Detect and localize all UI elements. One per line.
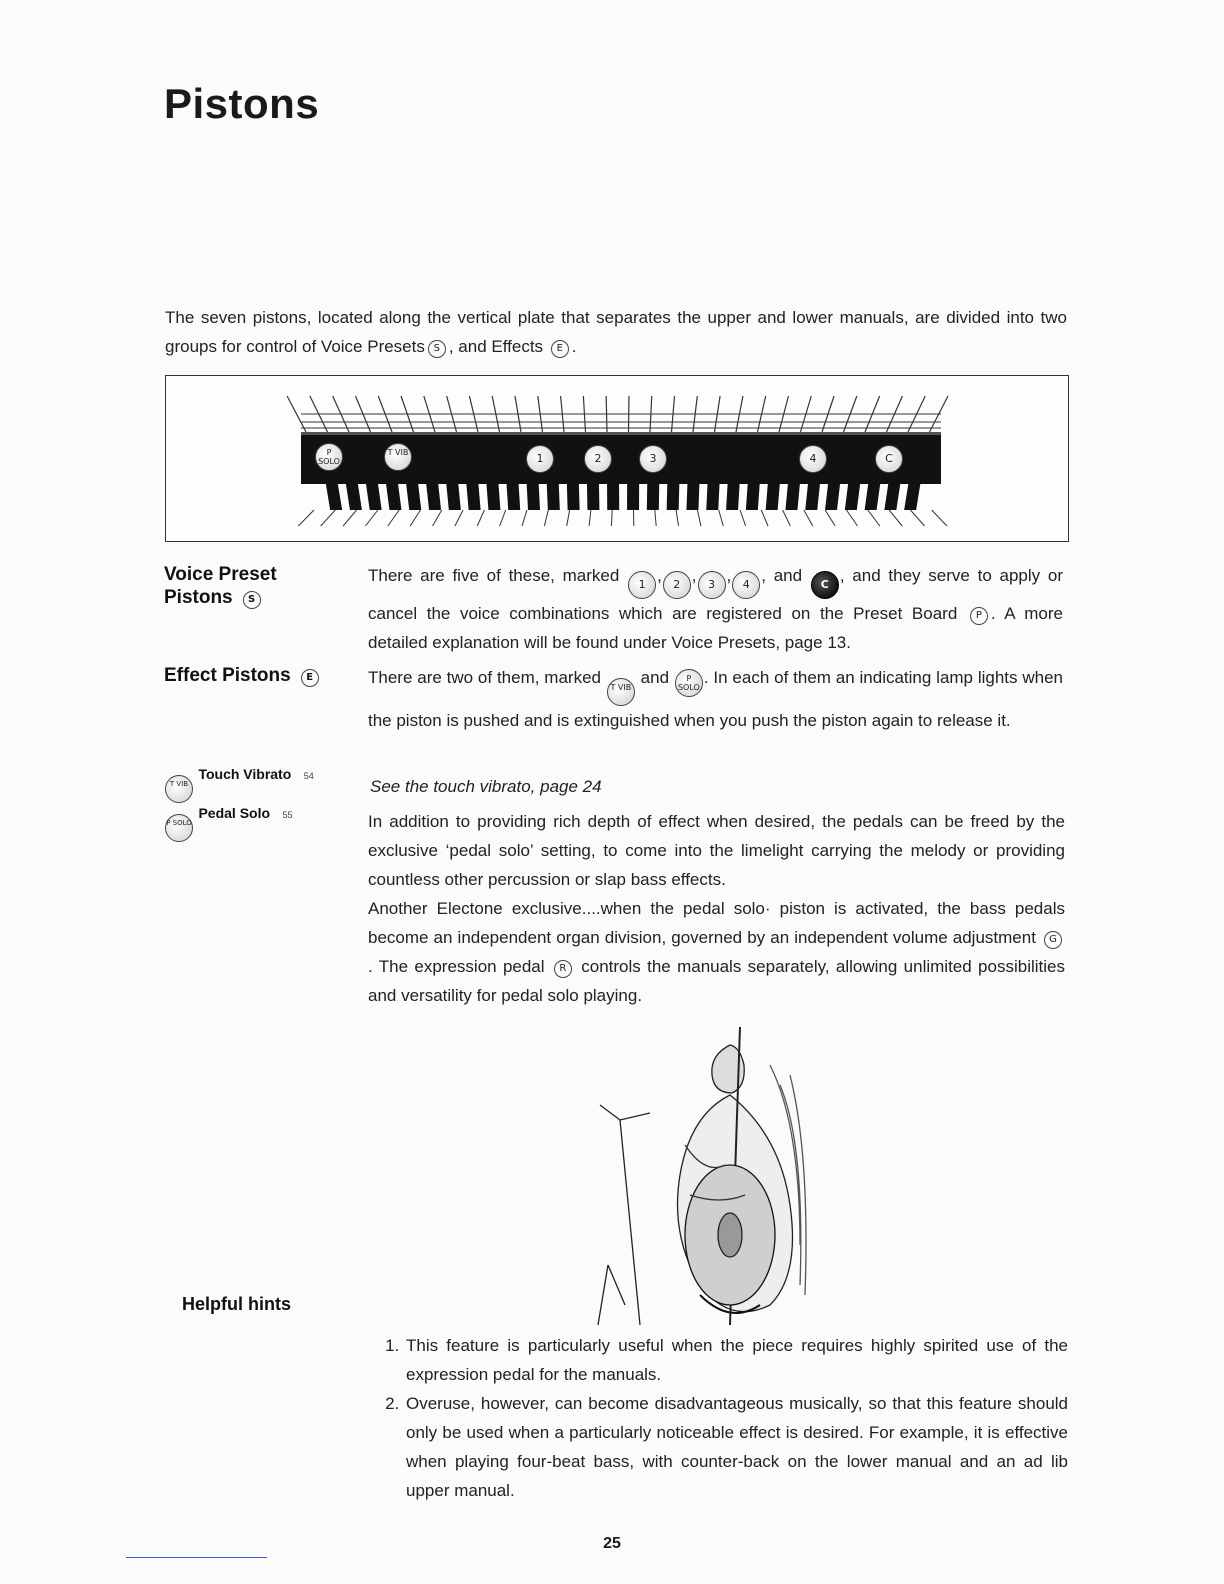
p-mark-icon: P — [970, 607, 988, 625]
tvib-piston-icon: T VIB — [384, 443, 412, 471]
list-item: 2. Overuse, however, can become disadvantageous musically, so that this feature should only be used when a particularly noticeable effect is desired. For example, it is effective when playing four-beat bass, with counter-back on the lower manual and an ad lib upper manual. — [404, 1389, 1068, 1505]
piston-1-icon: 1 — [526, 445, 554, 473]
hints-heading: Helpful hints — [182, 1294, 291, 1314]
pedal-solo-text: In addition to providing rich depth of effect when desired, the pedals can be freed by the exclusive ‘pedal solo’ setting, to come into the limelight carrying the melody or providing countless other percussion or slap bass effects. Another Electone exclusive....when the pedal solo· piston is activated, the bass pedals become an independent organ division, governed by an independent volume adjustment G. The expression pedal R controls the manuals separately, allowing unlimited possibilities and versatility for pedal solo playing. — [368, 812, 1065, 1005]
touch-vibrato-see: See the touch vibrato, page 24 — [370, 777, 602, 796]
page-title: Pistons — [164, 80, 320, 127]
piston-c-icon: C — [811, 571, 839, 599]
psolo-piston-icon: P SOLO — [315, 443, 343, 471]
piston-3-icon: 3 — [698, 571, 726, 599]
piston-2-icon: 2 — [584, 445, 612, 473]
piston-illustration — [165, 375, 1069, 542]
e-mark-icon: E — [551, 340, 569, 358]
page-number: 25 — [603, 1535, 621, 1552]
psolo-piston-icon: P SOLO — [675, 669, 703, 697]
e-mark-icon: E — [301, 669, 319, 687]
piston-1-icon: 1 — [628, 571, 656, 599]
g-mark-icon: G — [1044, 931, 1062, 949]
piston-4-icon: 4 — [732, 571, 760, 599]
psolo-piston-icon: P SOLO — [165, 814, 193, 842]
touch-vibrato-label: T VIB Touch Vibrato 54 — [164, 766, 314, 803]
piston-2-icon: 2 — [663, 571, 691, 599]
s-mark-icon: S — [243, 591, 261, 609]
hints-list — [368, 1331, 1068, 1505]
piston-4-icon: 4 — [799, 445, 827, 473]
pedal-solo-label: P SOLO Pedal Solo 55 — [164, 805, 293, 842]
intro-paragraph: The seven pistons, located along the vertical plate that separates the upper and lower manuals, are divided into two groups for control of Voice Presets S , and Effects E . — [165, 308, 1067, 356]
effect-pistons-text: There are two of them, marked T VIB and P SOLO. In each of them an indicating lamp lights when the piston is pushed and is extinguished when you push the piston again to release it. — [368, 668, 1064, 730]
voice-preset-heading: Voice Preset Pistons S — [164, 564, 277, 608]
r-mark-icon: R — [554, 960, 572, 978]
piston-c-icon: C — [875, 445, 903, 473]
bassist-illustration — [580, 1025, 820, 1335]
s-mark-icon: S — [428, 340, 446, 358]
list-item: 1. This feature is particularly useful when the piece requires highly spirited use of the expression pedal for the manuals. — [404, 1331, 1068, 1389]
piston-3-icon: 3 — [639, 445, 667, 473]
effect-pistons-heading: Effect Pistons E — [164, 664, 322, 687]
footer-rule — [126, 1557, 267, 1558]
tvib-piston-icon: T VIB — [165, 775, 193, 803]
tvib-piston-icon: T VIB — [607, 678, 635, 706]
voice-preset-text: There are five of these, marked 1 , 2 , 3 , 4 , and C , and they serve to apply or cancel the voice combinations which are registered on the Preset Board P . A more detailed explanation will be found under Voice Presets, page 13. — [368, 566, 1064, 652]
